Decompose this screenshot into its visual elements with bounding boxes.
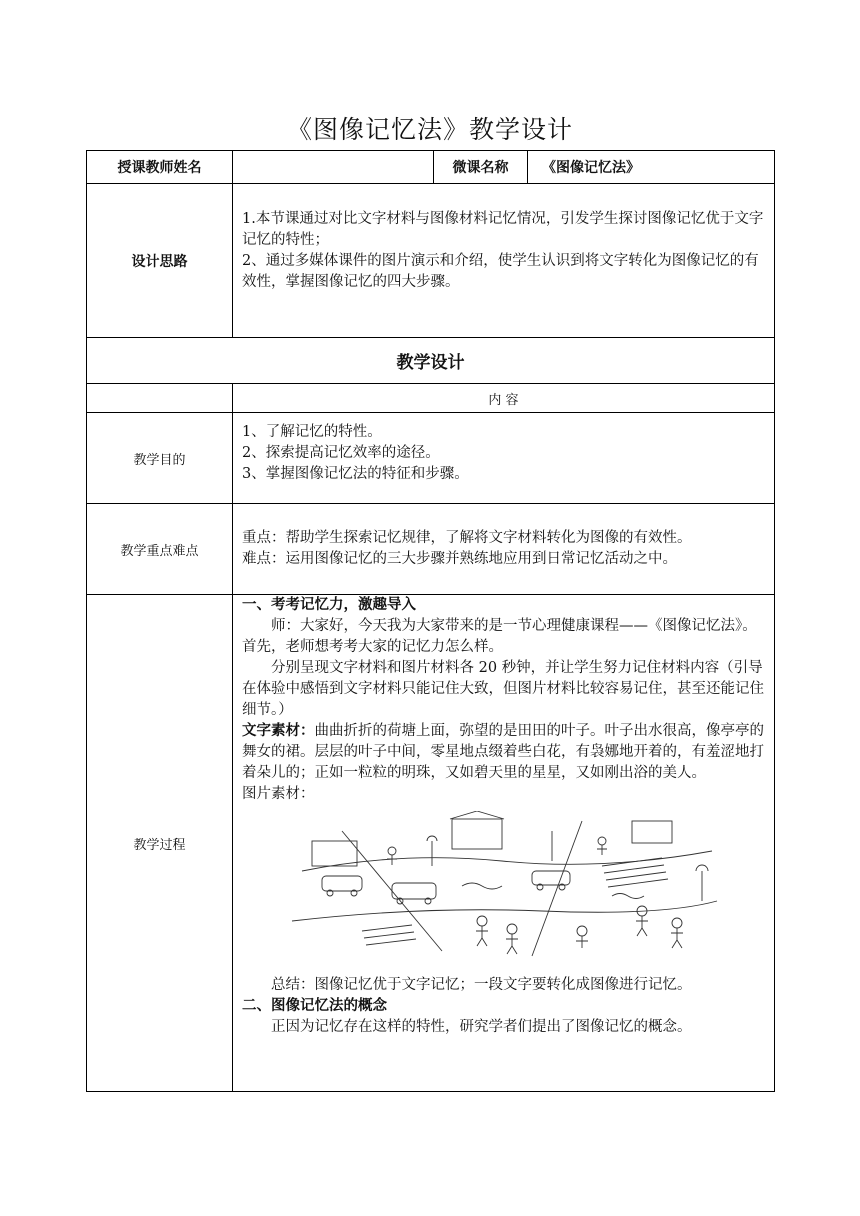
sketch-illustration bbox=[242, 805, 766, 975]
process-part1-heading: 一、考考记忆力，激趣导入 bbox=[242, 597, 416, 613]
teacher-name-label: 授课教师姓名 bbox=[87, 151, 233, 184]
lesson-design-table bbox=[86, 150, 775, 1092]
process-row bbox=[87, 595, 775, 1092]
design-idea-line-1: 1.本节课通过对比文字材料与图像材料记忆情况，引发学生探讨图像记忆优于文字记忆的特性； bbox=[242, 210, 764, 248]
process-paragraph-3: 正因为记忆存在这样的特性，研究学者们提出了图像记忆的概念。 bbox=[271, 1019, 692, 1035]
key-points-row bbox=[87, 504, 775, 595]
process-summary: 总结：图像记忆优于文字记忆；一段文字要转化成图像进行记忆。 bbox=[271, 977, 692, 993]
teacher-name-value bbox=[233, 151, 434, 184]
objectives-label: 教学目的 bbox=[87, 413, 233, 504]
design-idea-row bbox=[87, 184, 775, 338]
design-idea-label: 设计思路 bbox=[87, 184, 233, 338]
image-material-label: 图片素材： bbox=[242, 786, 315, 802]
key-points-label: 教学重点难点 bbox=[87, 504, 233, 595]
text-material-paragraph bbox=[242, 721, 766, 784]
objectives-row bbox=[87, 413, 775, 504]
process-label: 教学过程 bbox=[87, 595, 233, 1092]
process-paragraph-2: 分别呈现文字材料和图片材料各 20 秒钟，并让学生努力记住材料内容（引导在体验中感悟到文字材料只能记住大致，但图片材料比较容易记住，甚至还能记住细节。） bbox=[242, 660, 764, 718]
process-part2-heading: 二、图像记忆法的概念 bbox=[242, 998, 387, 1014]
key-points-content bbox=[233, 504, 775, 595]
document-title: 《图像记忆法》教学设计 bbox=[286, 115, 573, 144]
content-header: 内 容 bbox=[233, 384, 775, 413]
text-material-body: 曲曲折折的荷塘上面，弥望的是田田的叶子。叶子出水很高，像亭亭的舞女的裙。层层的叶子中间，零星地点缀着些白花，有袅娜地开着的，有羞涩地打着朵儿的；正如一粒粒的明珠，又如碧天里的星星，又如刚出浴的美人。 bbox=[242, 723, 764, 781]
objective-item-1: 1、了解记忆的特性。 bbox=[242, 423, 382, 440]
section-heading-row bbox=[87, 338, 775, 384]
course-name-label: 微课名称 bbox=[434, 151, 528, 184]
text-material-label: 文字素材： bbox=[242, 723, 315, 739]
header-row bbox=[87, 151, 775, 184]
process-paragraph-1: 师：大家好，今天我为大家带来的是一节心理健康课程——《图像记忆法》。首先，老师想考考大家的记忆力怎么样。 bbox=[242, 618, 757, 655]
objectives-content bbox=[233, 413, 775, 504]
design-idea-line-2: 2、通过多媒体课件的图片演示和介绍，使学生认识到将文字转化为图像记忆的有效性，掌握图像记忆的四大步骤。 bbox=[242, 252, 759, 290]
section-heading: 教学设计 bbox=[87, 338, 775, 384]
objective-item-2: 2、探索提高记忆效率的途径。 bbox=[242, 444, 440, 461]
content-header-empty bbox=[87, 384, 233, 413]
content-header-row bbox=[87, 384, 775, 413]
key-point-text: 重点：帮助学生探索记忆规律，了解将文字材料转化为图像的有效性。 bbox=[242, 530, 692, 546]
difficulty-text: 难点：运用图像记忆的三大步骤并熟练地应用到日常记忆活动之中。 bbox=[242, 551, 677, 567]
objective-item-3: 3、掌握图像记忆法的特征和步骤。 bbox=[242, 465, 469, 482]
design-idea-content bbox=[233, 184, 775, 338]
course-name-value: 《图像记忆法》 bbox=[528, 151, 775, 184]
process-content bbox=[233, 595, 775, 1092]
street-scene-sketch bbox=[282, 811, 722, 961]
